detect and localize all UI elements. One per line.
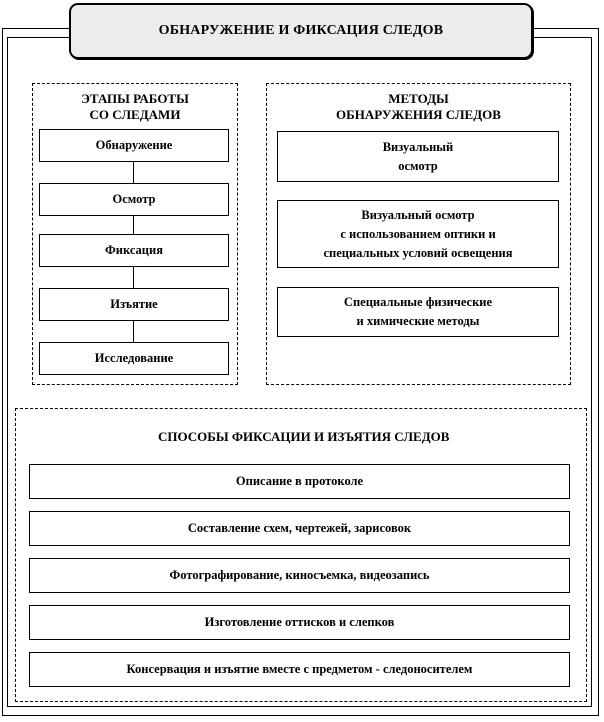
method-optical: Визуальный осмотр с использованием оптики и специальных условий освещения xyxy=(277,200,559,268)
stage-fixation: Фиксация xyxy=(39,234,229,267)
stage-detection: Обнаружение xyxy=(39,129,229,162)
method-physchem: Специальные физические и химические методы xyxy=(277,287,559,337)
fixation-casts: Изготовление оттисков и слепков xyxy=(29,605,570,640)
fixation-photo: Фотографирование, киносъемка, видеозапись xyxy=(29,558,570,593)
stage-research: Исследование xyxy=(39,342,229,375)
stages-heading: ЭТАПЫ РАБОТЫ СО СЛЕДАМИ xyxy=(81,91,189,122)
fixation-heading: СПОСОБЫ ФИКСАЦИИ И ИЗЪЯТИЯ СЛЕДОВ xyxy=(158,429,450,444)
methods-heading: МЕТОДЫ ОБНАРУЖЕНИЯ СЛЕДОВ xyxy=(336,91,501,122)
fixation-schemes: Составление схем, чертежей, зарисовок xyxy=(29,511,570,546)
stage-inspection: Осмотр xyxy=(39,183,229,216)
fixation-protocol: Описание в протоколе xyxy=(29,464,570,499)
fixation-conservation: Консервация и изъятие вместе с предметом - следоносителем xyxy=(29,652,570,687)
page-title: ОБНАРУЖЕНИЕ И ФИКСАЦИЯ СЛЕДОВ xyxy=(69,3,533,59)
stage-seizure: Изъятие xyxy=(39,288,229,321)
method-visual: Визуальный осмотр xyxy=(277,131,559,182)
